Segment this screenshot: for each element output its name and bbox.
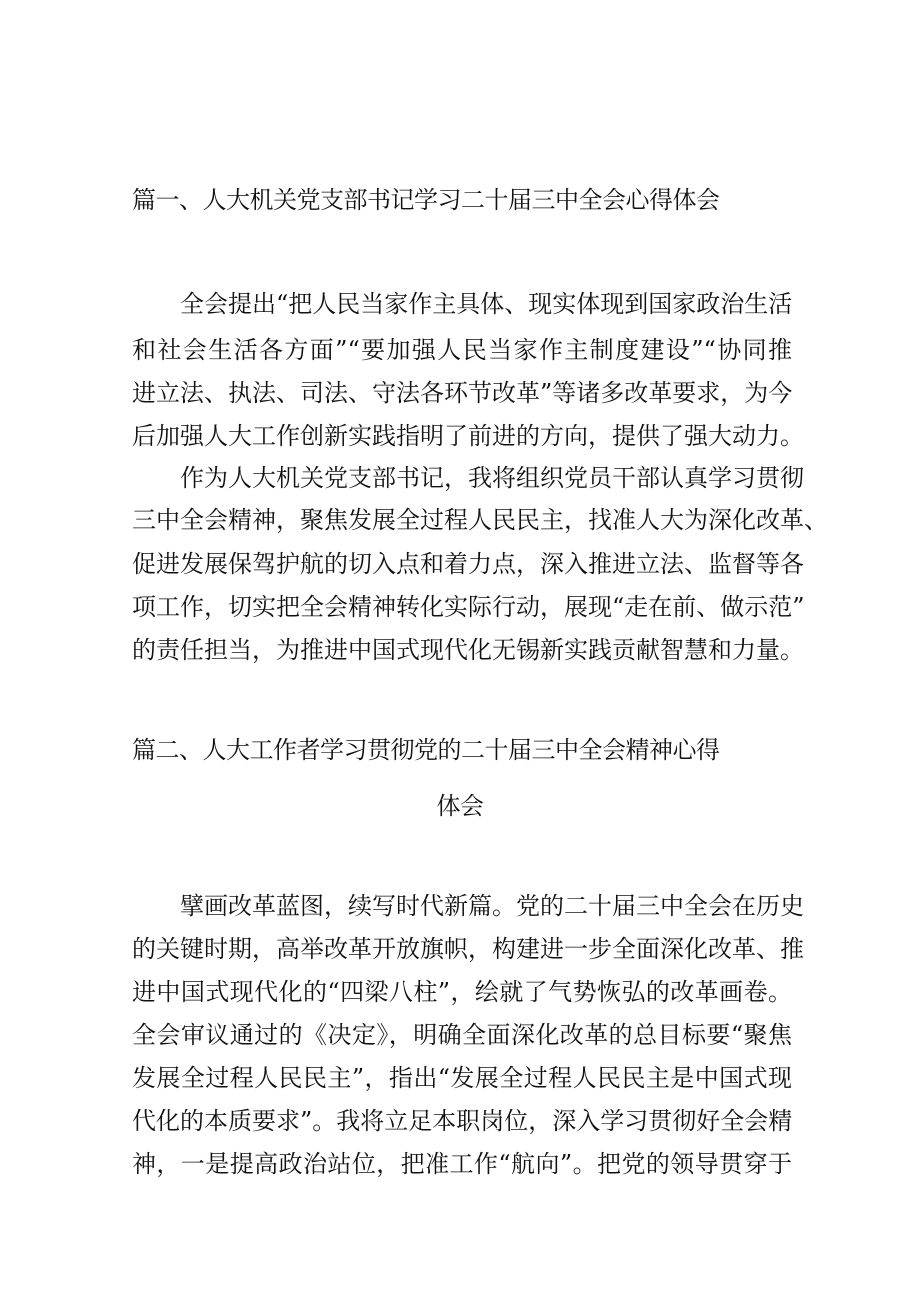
- section-1-paragraph-1-line-4: 后加强人大工作创新实践指明了前进的方向，提供了强大动力。: [132, 422, 804, 450]
- section-2-paragraph-1-line-1: 擘画改革蓝图，续写时代新篇。党的二十届三中全会在历史: [180, 892, 804, 920]
- section-2-paragraph-1-line-5: 发展全过程人民民主”，指出“发展全过程人民民主是中国式现: [132, 1064, 792, 1092]
- section-1-paragraph-1-line-2: 和社会生活各方面”“要加强人民当家作主制度建设”“协同推: [132, 336, 792, 364]
- section-2-paragraph-1-line-7: 神，一是提高政治站位，把准工作“航向”。把党的领导贯穿于: [132, 1150, 792, 1178]
- section-2-title: 篇二、人大工作者学习贯彻党的二十届三中全会精神心得: [132, 736, 720, 764]
- section-1-paragraph-2-line-2: 三中全会精神，聚焦发展全过程人民民主，找准人大为深化改革、: [132, 506, 828, 534]
- section-1-paragraph-2-line-4: 项工作，切实把全会精神转化实际行动，展现“走在前、做示范”: [132, 593, 805, 621]
- section-2-paragraph-1-line-2: 的关键时期，高举改革开放旗帜，构建进一步全面深化改革、推: [132, 935, 804, 963]
- section-1-paragraph-1-line-1: 全会提出“把人民当家作主具体、现实体现到国家政治生活: [180, 290, 793, 318]
- section-1-paragraph-2-line-5: 的责任担当，为推进中国式现代化无锡新实践贡献智慧和力量。: [132, 636, 804, 664]
- section-2-paragraph-1-line-3: 进中国式现代化的“四梁八柱”，绘就了气势恢弘的改革画卷。: [132, 978, 792, 1006]
- section-2-paragraph-1-line-4: 全会审议通过的《决定》，明确全面深化改革的总目标要“聚焦: [132, 1021, 792, 1049]
- section-1-paragraph-2-line-1: 作为人大机关党支部书记，我将组织党员干部认真学习贯彻: [180, 464, 804, 492]
- section-1-title: 篇一、人大机关党支部书记学习二十届三中全会心得体会: [132, 186, 720, 214]
- section-1-paragraph-2-line-3: 促进发展保驾护航的切入点和着力点，深入推进立法、监督等各: [132, 550, 804, 578]
- section-2-paragraph-1-line-6: 代化的本质要求”。我将立足本职岗位，深入学习贯彻好全会精: [132, 1107, 793, 1135]
- section-2-title-continuation: 体会: [436, 792, 484, 820]
- section-1-paragraph-1-line-3: 进立法、执法、司法、守法各环节改革”等诸多改革要求，为今: [132, 379, 793, 407]
